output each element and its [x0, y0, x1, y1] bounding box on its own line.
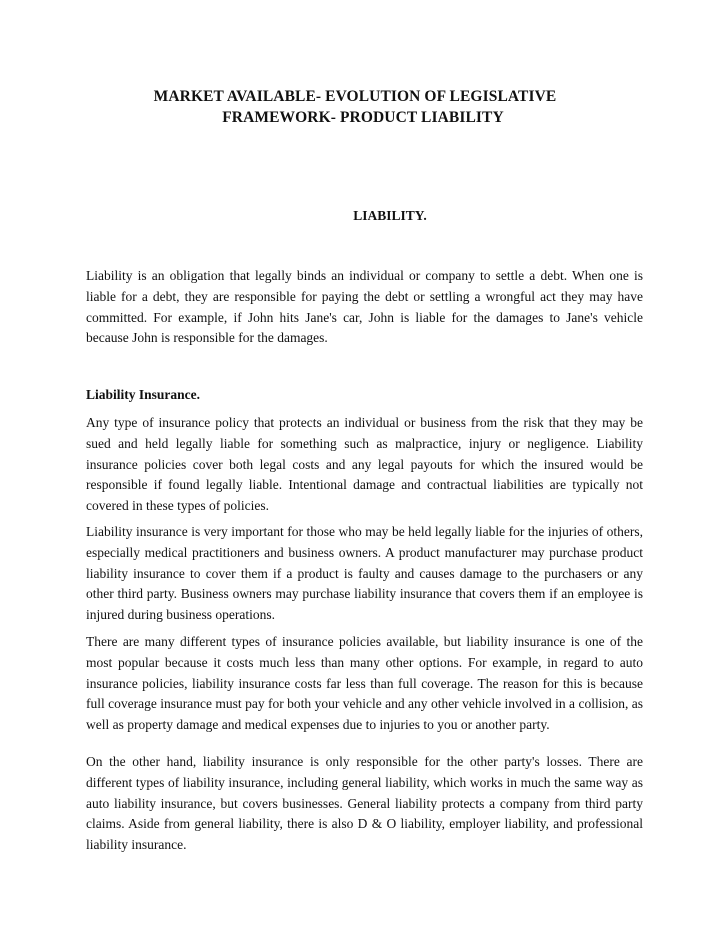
paragraph: Liability insurance is very important for those who may be held legally liable for the injuries of others, especially medical practitioners and business owners. A product manufacturer may purchase product liability insurance to cover them if a product is faulty and causes damage to the purchasers or any other third party. Business owners may purchase liability insurance that covers them if an employee is injured during business operations. — [86, 524, 643, 623]
subheading-liability — [0, 207, 728, 225]
paragraph: On the other hand, liability insurance is only responsible for the other party's losses. There are different types of liability insurance, including general liability, which works in much the same way as auto liability insurance, but covers businesses. General liability protects a company from third party claims. Aside from general liability, there is also D & O liability, employer liability, and professional liability insurance. — [86, 754, 643, 853]
subheading-text: LIABILITY. — [353, 208, 427, 223]
paragraph: There are many different types of insurance policies available, but liability insurance is one of the most popular because it costs much less than many other options. For example, in regard to auto insurance policies, liability insurance costs far less than full coverage. The reason for this is because full coverage insurance must pay for both your vehicle and any other vehicle involved in a collision, as well as property damage and medical expenses due to injuries to you or another party. — [86, 634, 643, 733]
document-title — [0, 86, 728, 128]
intro-paragraph: Liability is an obligation that legally binds an individual or company to settle a debt. When one is liable for a debt, they are responsible for paying the debt or settling a wrongful act they may have committed. For example, if John hits Jane's car, John is liable for the damages to Jane's vehicle because John is responsible for the damages. — [86, 268, 643, 346]
title-line-2: FRAMEWORK- PRODUCT LIABILITY — [222, 109, 504, 126]
section-heading-liability-insurance: Liability Insurance. — [86, 387, 201, 402]
paragraph: Any type of insurance policy that protects an individual or business from the risk that they may be sued and held legally liable for something such as malpractice, injury or negligence. Liability insurance policies cover both legal costs and any legal payouts for which the insured would be responsible if found legally liable. Intentional damage and contractual liabilities are typically not covered in these types of policies. — [86, 415, 643, 514]
title-line-1: MARKET AVAILABLE- EVOLUTION OF LEGISLATIVE — [153, 88, 557, 105]
